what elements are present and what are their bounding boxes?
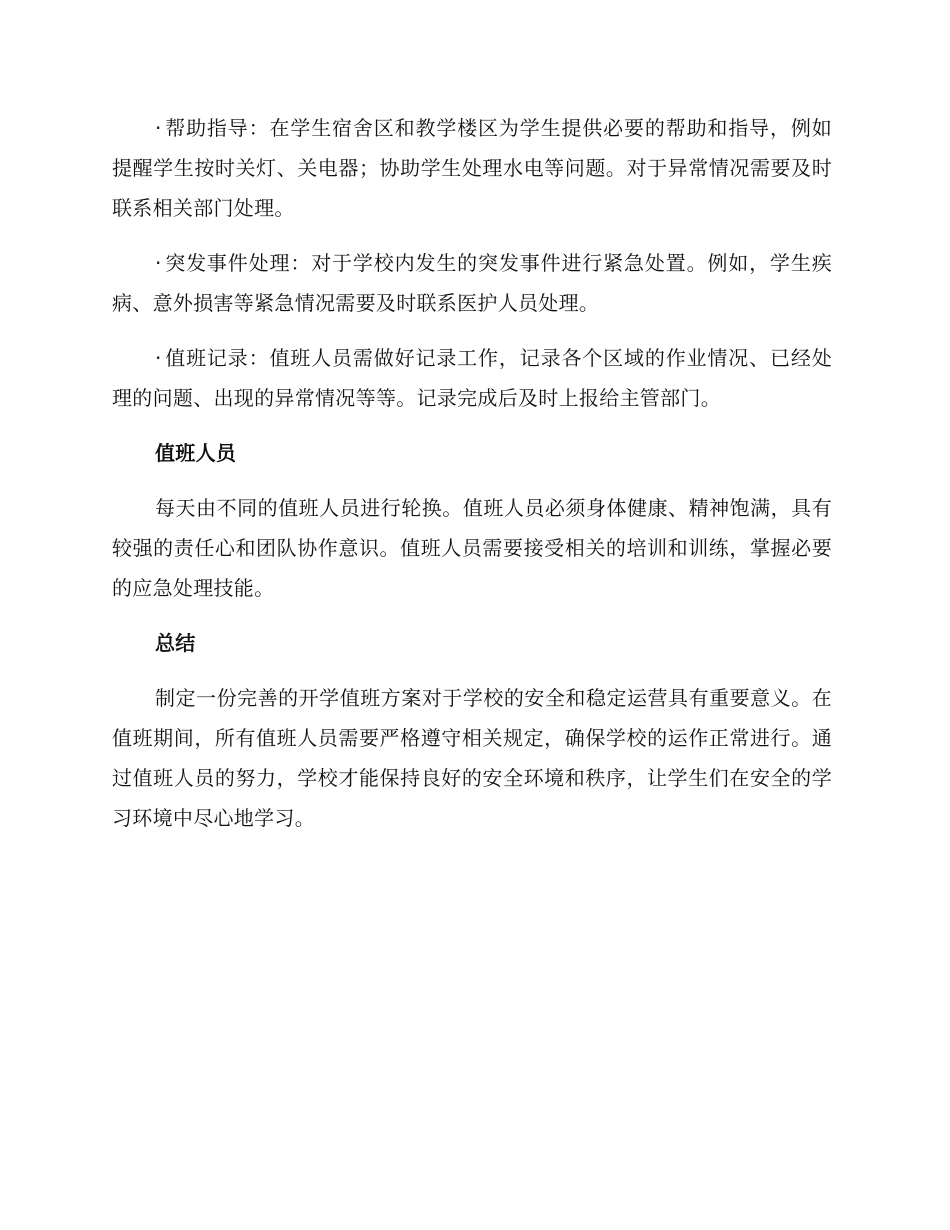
bullet-text: 突发事件处理：对于学校内发生的突发事件进行紧急处置。例如，学生疾病、意外损害等紧急情况需要及时联系医护人员处理。 xyxy=(112,251,832,315)
bullet-marker: · xyxy=(155,116,162,140)
section-heading-summary: 总结 xyxy=(155,631,196,655)
section-heading-duty-staff: 值班人员 xyxy=(155,441,237,465)
section-body-summary: 制定一份完善的开学值班方案对于学校的安全和稳定运营具有重要意义。在值班期间，所有值班人员需要严格遵守相关规定，确保学校的运作正常进行。通过值班人员的努力，学校才能保持良好的安全环境和秩序，让学生们在安全的学习环境中尽心地学习。 xyxy=(112,686,832,830)
bullet-paragraph-emergency-handling xyxy=(112,243,832,323)
bullet-paragraph-help-guidance xyxy=(112,108,832,228)
bullet-marker: · xyxy=(155,251,162,275)
bullet-paragraph-duty-record xyxy=(112,338,832,418)
bullet-text: 值班记录：值班人员需做好记录工作，记录各个区域的作业情况、已经处理的问题、出现的异常情况等等。记录完成后及时上报给主管部门。 xyxy=(112,346,832,410)
bullet-marker: · xyxy=(155,346,162,370)
section-body-duty-staff: 每天由不同的值班人员进行轮换。值班人员必须身体健康、精神饱满，具有较强的责任心和团队协作意识。值班人员需要接受相关的培训和训练，掌握必要的应急处理技能。 xyxy=(112,496,832,600)
document-content xyxy=(112,108,832,853)
bullet-text: 帮助指导：在学生宿舍区和教学楼区为学生提供必要的帮助和指导，例如提醒学生按时关灯、关电器；协助学生处理水电等问题。对于异常情况需要及时联系相关部门处理。 xyxy=(112,116,832,220)
